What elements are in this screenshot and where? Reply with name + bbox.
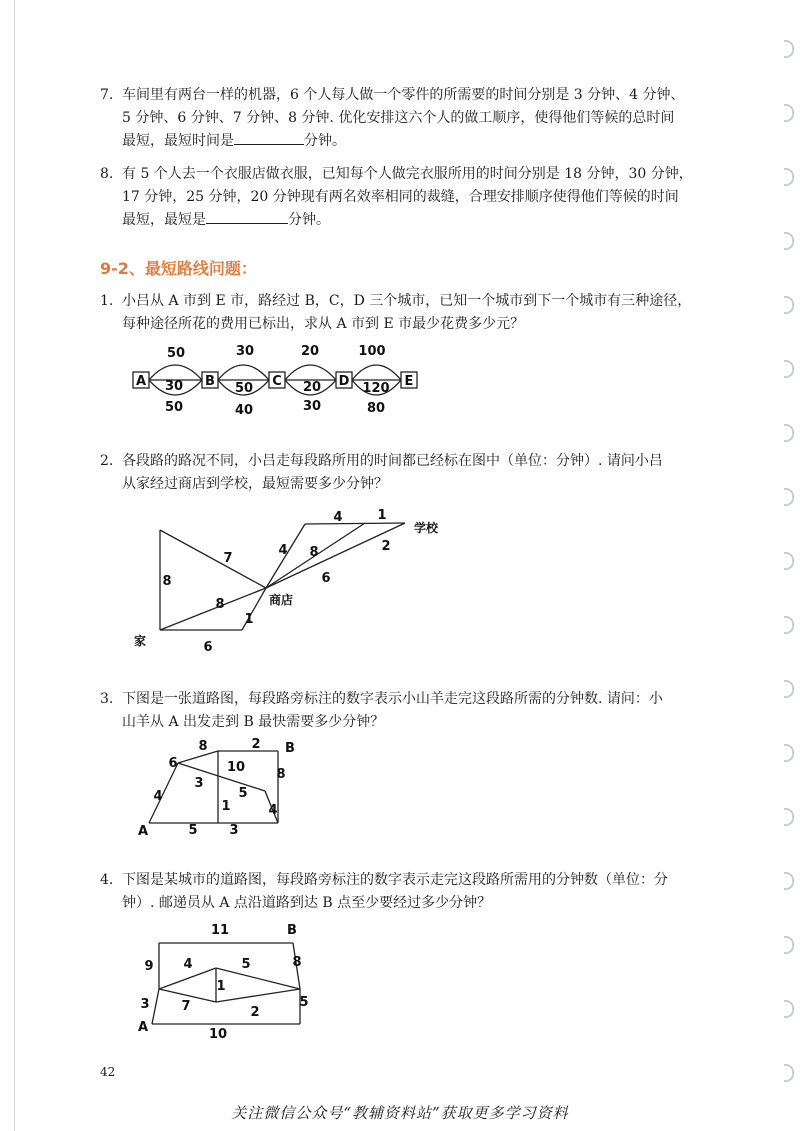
edge-weight: 20 (300, 344, 320, 359)
problem-text: 分钟。 (288, 212, 330, 228)
footer-note: 关注微信公众号“教辅资料站”获取更多学习资料 (231, 1104, 569, 1122)
edge-weight: 6 (168, 756, 178, 771)
edge-weight: 30 (302, 399, 322, 414)
edge-weight: 10 (208, 1027, 228, 1042)
problem-text: 车间里有两台一样的机器，6 个人每人做一个零件的所需要的时间分别是 3 分钟、4 分钟、 (122, 87, 685, 103)
edge-weight: 1 (244, 612, 254, 627)
question-3 (100, 688, 730, 734)
edge-weight: 6 (321, 571, 331, 586)
edge-weight: 4 (278, 543, 288, 558)
question-text: 每种途径所花的费用已标出，求从 A 市到 E 市最少花费多少元？ (122, 316, 525, 332)
edge-weight: 50 (166, 346, 186, 361)
edge-weight: 7 (181, 999, 191, 1014)
edge-weight: 20 (302, 380, 322, 395)
problem-text: 最短，最短是 (122, 212, 206, 228)
question-text: 小吕从 A 市到 E 市，路经过 B，C，D 三个城市，已知一个城市到下一个城市有三种途径， (122, 293, 692, 309)
edge-weight: 120 (362, 381, 390, 396)
problem-text: 分钟。 (304, 133, 346, 149)
problem-text: 5 分钟、6 分钟、7 分钟、8 分钟. 优化安排这六个人的做工顺序，使得他们等候的总时间 (122, 110, 675, 126)
edge-weight: 11 (210, 923, 230, 938)
question-number: 2. (100, 453, 114, 469)
question-text: 下图是某城市的道路图，每段路旁标注的数字表示走完这段路所需用的分钟数（单位：分 (122, 872, 668, 888)
problem-number: 7. (100, 87, 114, 103)
node-label: D (338, 374, 350, 389)
point-b-label: B (285, 741, 295, 756)
edge-weight: 2 (251, 737, 261, 752)
edge-weight: 9 (144, 959, 154, 974)
answer-blank[interactable] (206, 209, 288, 224)
goat-road-diagram (130, 735, 310, 840)
problem-text: 有 5 个人去一个衣服店做衣服，已知每个人做完衣服所用的时间分别是 18 分钟，30 分钟， (122, 166, 693, 182)
edge-weight: 80 (366, 401, 386, 416)
question-text: 各段路的路况不同，小吕走每段路所用的时间都已经标在图中（单位：分钟）. 请问小吕 (122, 453, 663, 469)
edge-weight: 8 (162, 574, 172, 589)
edge-weight: 10 (226, 760, 246, 775)
home-shop-school-diagram (130, 505, 460, 660)
edge-weight: 8 (215, 597, 225, 612)
point-a-label: A (138, 824, 149, 839)
question-text: 山羊从 A 出发走到 B 最快需要多少分钟？ (122, 714, 385, 730)
home-label: 家 (134, 634, 147, 648)
edge-weight: 8 (276, 767, 286, 782)
postman-road-diagram (130, 918, 320, 1043)
edge-weight: 3 (194, 776, 204, 791)
edge-weight: 3 (140, 997, 150, 1012)
node-label: E (404, 374, 414, 389)
edge-weight: 50 (164, 400, 184, 415)
edge-weight: 1 (377, 508, 387, 523)
edge-weight: 8 (198, 739, 208, 754)
edge-weight: 50 (234, 381, 254, 396)
page-number: 42 (100, 1065, 116, 1079)
edge-weight: 30 (164, 379, 184, 394)
edge-weight: 3 (229, 823, 239, 838)
question-number: 4. (100, 872, 114, 888)
page-left-edge (14, 0, 15, 1131)
section-title: 9-2、最短路线问题： (100, 259, 257, 278)
shop-label: 商店 (269, 593, 294, 607)
node-label: B (205, 374, 215, 389)
edge-weight: 4 (333, 510, 343, 525)
edge-weight: 8 (292, 955, 302, 970)
edge-weight: 4 (183, 957, 193, 972)
problem-text: 最短，最短时间是 (122, 133, 234, 149)
edge-weight: 1 (221, 799, 231, 814)
problem-number: 8. (100, 166, 114, 182)
edge-weight: 2 (381, 539, 391, 554)
edge-weight: 4 (268, 803, 278, 818)
edge-weight: 30 (235, 344, 255, 359)
edge-weight: 5 (241, 957, 251, 972)
edge-weight: 8 (309, 545, 319, 560)
edge-weight: 6 (203, 640, 213, 655)
question-number: 3. (100, 691, 114, 707)
edge-weight: 7 (223, 551, 233, 566)
problem-text: 17 分钟，25 分钟，20 分钟现有两名效率相同的裁缝，合理安排顺序使得他们等候的时间 (122, 189, 679, 205)
spiral-binding (782, 40, 794, 1080)
answer-blank[interactable] (234, 130, 304, 145)
point-b-label: B (287, 923, 297, 938)
route-cost-diagram (130, 340, 430, 420)
question-4 (100, 869, 730, 915)
edge-weight: 4 (153, 789, 163, 804)
school-label: 学校 (414, 521, 439, 535)
node-label: A (135, 374, 147, 389)
edge-weight: 5 (299, 995, 309, 1010)
question-2 (100, 450, 730, 496)
question-text: 钟）. 邮递员从 A 点沿道路到达 B 点至少要经过多少分钟？ (122, 895, 492, 911)
problem-7 (100, 84, 730, 153)
edge-weight: 5 (188, 823, 198, 838)
edge-weight: 40 (234, 403, 254, 418)
edge-weight: 100 (358, 344, 386, 359)
question-1 (100, 290, 730, 336)
point-a-label: A (138, 1020, 149, 1035)
node-label: C (272, 374, 282, 389)
question-text: 下图是一张道路图，每段路旁标注的数字表示小山羊走完这段路所需的分钟数. 请问：小 (122, 691, 663, 707)
question-text: 从家经过商店到学校，最短需要多少分钟？ (122, 476, 388, 492)
edge-weight: 1 (216, 979, 226, 994)
edge-weight: 5 (238, 786, 248, 801)
problem-8 (100, 163, 730, 232)
question-number: 1. (100, 293, 114, 309)
edge-weight: 2 (250, 1005, 260, 1020)
